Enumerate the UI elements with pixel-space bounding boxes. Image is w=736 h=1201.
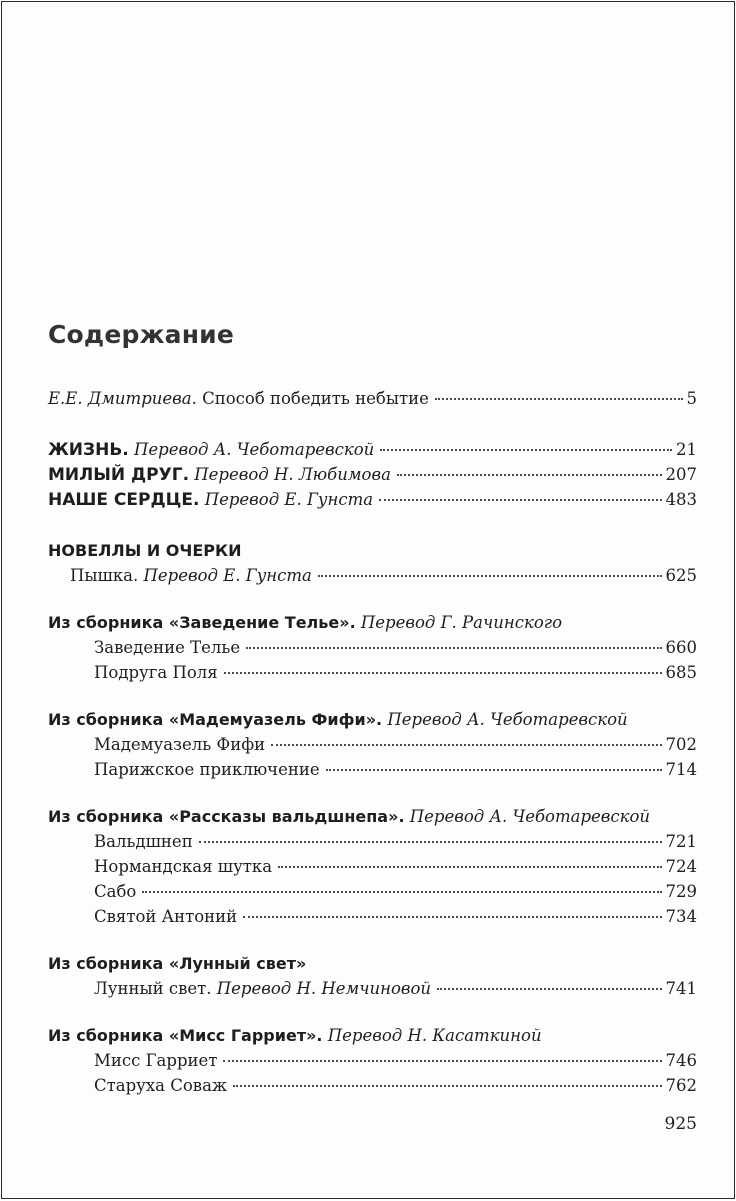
dot-leader [437,988,661,990]
dot-leader [223,1060,661,1062]
dot-leader [397,474,662,476]
section-heading-text: НОВЕЛЛЫ И ОЧЕРКИ [48,541,242,560]
entry-page: 721 [665,832,697,851]
dot-leader [142,891,661,893]
toc-entry-story[interactable] [48,732,697,757]
toc-entry-story[interactable] [48,1073,697,1098]
entry-title: Мадемуазель Фифи [94,735,266,754]
entry-translator: Перевод Е. Гунста [204,490,374,509]
entry-title: ЖИЗНЬ. [48,440,129,460]
collection-heading [48,804,697,829]
collection-heading [48,610,697,635]
toc-entry-story[interactable] [48,829,697,854]
toc-entry-story[interactable] [48,563,697,588]
collection-translator: Перевод А. Чеботаревской [387,710,628,729]
dot-leader [246,647,661,649]
table-of-contents [48,386,697,1098]
entry-page: 741 [665,979,697,998]
entry-page: 685 [665,663,697,682]
toc-entry-story[interactable] [48,854,697,879]
page-title: Содержание [48,320,235,349]
entry-page: 724 [665,857,697,876]
dot-leader [380,449,672,451]
entry-page: 702 [665,735,697,754]
toc-entry-story[interactable] [48,904,697,929]
collection-name: Из сборника «Рассказы вальдшнепа». [48,807,405,826]
dot-leader [326,769,662,771]
page-number: 925 [664,1114,697,1134]
entry-translator: Перевод Е. Гунста [143,566,312,585]
collection-translator: Перевод Н. Касаткиной [327,1026,542,1045]
collection-name: Из сборника «Заведение Телье». [48,613,356,632]
dot-leader [243,916,661,918]
toc-entry-novel[interactable] [48,462,697,487]
entry-title: НАШЕ СЕРДЦЕ. [48,490,200,510]
entry-translator: Перевод Н. Немчиновой [216,979,432,998]
dot-leader [199,841,662,843]
toc-entry-story[interactable] [48,879,697,904]
entry-page: 207 [665,465,697,484]
entry-page: 21 [676,440,697,459]
entry-title: Мисс Гарриет [94,1051,218,1070]
toc-entry-story[interactable] [48,635,697,660]
entry-page: 714 [665,760,697,779]
entry-page: 734 [665,907,697,926]
collection-translator: Перевод А. Чеботаревской [409,807,651,826]
entry-title: Парижское приключение [94,760,320,779]
toc-entry-novel[interactable] [48,437,697,462]
collection-heading [48,707,697,732]
entry-translator: Перевод Н. Любимова [194,465,391,484]
collection-name: Из сборника «Мадемуазель Фифи». [48,710,383,729]
entry-page: 5 [686,389,697,408]
collection-name: Из сборника «Лунный свет» [48,954,307,973]
toc-entry-story[interactable] [48,757,697,782]
entry-page: 746 [665,1051,697,1070]
collection-heading [48,951,697,976]
dot-leader [379,499,661,501]
dot-leader [278,866,661,868]
toc-entry-story[interactable] [48,660,697,685]
dot-leader [435,398,683,400]
dot-leader [224,672,662,674]
entry-page: 483 [665,490,697,509]
collection-name: Из сборника «Мисс Гарриет». [48,1026,323,1045]
entry-title: Заведение Телье [94,638,241,657]
entry-page: 660 [665,638,697,657]
entry-author: Е.Е. Дмитриева. [48,389,197,408]
entry-translator: Перевод А. Чеботаревской [134,440,375,459]
entry-title: МИЛЫЙ ДРУГ. [48,465,190,485]
entry-title: Пышка. [70,566,139,585]
entry-title: Способ победить небытие [202,389,429,408]
dot-leader [271,744,661,746]
entry-title: Святой Антоний [94,907,238,926]
entry-title: Лунный свет. [94,979,212,998]
collection-heading [48,1023,697,1048]
collection-translator: Перевод Г. Рачинского [360,613,563,632]
entry-page: 729 [665,882,697,901]
section-heading [48,538,697,563]
entry-page: 625 [665,566,697,585]
entry-title: Подруга Поля [94,663,218,682]
entry-title: Старуха Соваж [94,1076,228,1095]
toc-entry-story[interactable] [48,1048,697,1073]
toc-entry-intro[interactable] [48,386,697,411]
toc-entry-story[interactable] [48,976,697,1001]
toc-entry-novel[interactable] [48,487,697,512]
entry-page: 762 [665,1076,697,1095]
entry-title: Сабо [94,882,137,901]
book-page [1,1,735,1199]
dot-leader [318,575,662,577]
entry-title: Нормандская шутка [94,857,273,876]
dot-leader [233,1085,661,1087]
entry-title: Вальдшнеп [94,832,193,851]
